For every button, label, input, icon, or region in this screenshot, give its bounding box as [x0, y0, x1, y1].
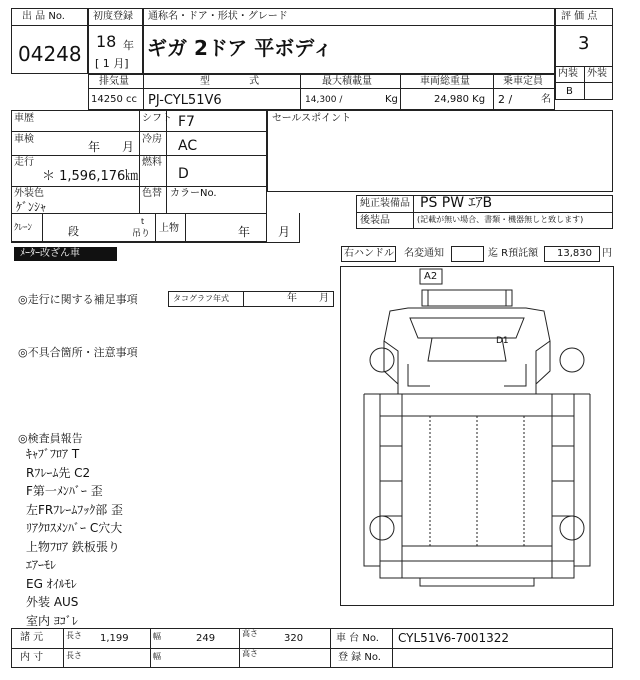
inner-label: 内 寸: [20, 652, 44, 663]
color-code-label: カラーNo.: [170, 188, 217, 199]
inspector-item: 上物ﾌﾛｱ 鉄板張り: [26, 539, 120, 554]
tacho-year: 年: [287, 293, 297, 304]
capacity-unit: 名: [541, 94, 551, 105]
inspector-item: F第一ﾒﾝﾊﾞｰ 歪: [26, 484, 103, 498]
inspector-item: EG ｵｲﾙﾓﾚ: [26, 576, 77, 591]
lot-label: 出 品 No.: [22, 11, 65, 22]
year-suffix: 年: [123, 39, 134, 52]
crane-hang: 吊り: [132, 229, 151, 239]
crane-label: ｸﾚｰﾝ: [14, 223, 33, 233]
ac-label: 冷房: [142, 134, 162, 145]
first-reg-year: 18: [96, 32, 117, 51]
reg-label: 登 録 No.: [338, 652, 381, 663]
name-change-label: 名変通知: [404, 248, 444, 259]
name-change-box: [451, 246, 484, 262]
inspection-label: 車検: [14, 134, 34, 145]
diagram-label-d1: D1: [496, 336, 509, 346]
ext-color-value: ｹﾞﾝｼｬ: [16, 200, 47, 214]
max-load-unit: Kg: [385, 94, 398, 105]
deposit-value: 13,830: [557, 248, 592, 259]
max-load-label: 最大積載量: [322, 76, 372, 87]
model-label: 型 式: [200, 76, 278, 87]
length-value: 1,199: [100, 633, 129, 644]
crane-stage: 段: [68, 225, 79, 238]
mileage-value: ＊ 1,596,176㎞: [42, 169, 139, 184]
history-label: 車歴: [14, 113, 34, 124]
inspector-item: ｴｱｰﾓﾚ: [26, 558, 57, 572]
length-label: 長さ: [66, 631, 82, 640]
gvw-label: 車両総重量: [420, 76, 470, 87]
aftermarket-note: (記載が無い場合、書類・機器無しと致します): [417, 215, 584, 224]
body-month: 月: [278, 225, 291, 239]
inspection-month: 月: [122, 140, 135, 154]
mileage-label: 走行: [14, 157, 34, 168]
ac-value: AC: [178, 138, 198, 154]
meter-tamper-text: ﾒｰﾀｰ改ざん車: [20, 248, 80, 259]
vehicle-name: ギガ 2ドア 平ボディ: [147, 36, 333, 60]
inspector-label: ◎検査員報告: [18, 432, 83, 445]
dims-label: 諸 元: [20, 632, 44, 643]
crane-ton: t: [141, 217, 145, 226]
grade-label: 評 価 点: [561, 11, 598, 22]
vehicle-name-label: 通称名・ドア・形状・グレード: [148, 11, 288, 22]
body-label: 上物: [159, 223, 179, 234]
truck-diagram: [340, 266, 614, 606]
inspection-year: 年: [88, 140, 101, 154]
body-year: 年: [238, 225, 251, 239]
exterior-label: 外装: [587, 68, 607, 79]
chassis-value: CYL51V6-7001322: [398, 631, 510, 645]
inspector-item: 室内 ﾖｺﾞﾚ: [26, 613, 78, 628]
width-label: 幅: [153, 632, 161, 641]
right-hand-label: 右ハンドル: [344, 248, 394, 259]
fuel-label: 燃料: [142, 157, 162, 168]
inspector-item: ﾘｱｸﾛｽﾒﾝﾊﾞｰ C穴大: [26, 521, 123, 535]
supplement-label: ◎走行に関する補足事項: [18, 293, 138, 306]
capacity-label: 乗車定員: [503, 76, 543, 87]
displacement-label: 排気量: [99, 76, 129, 87]
aftermarket-label: 後装品: [360, 215, 390, 226]
tacho-label: タコグラフ年式: [173, 294, 229, 303]
capacity-value: 2 /: [498, 93, 513, 106]
defects-label: ◎不具合箇所・注意事項: [18, 346, 138, 359]
interior-grade: B: [566, 86, 573, 97]
diagram-label-a2: A2: [424, 271, 438, 282]
shift-value: F7: [178, 114, 195, 130]
equipment-value: PS PW ｴｱB: [420, 195, 493, 211]
displacement-value: 14250 cc: [91, 94, 137, 105]
interior-label: 内装: [558, 68, 578, 79]
deposit-unit: 円: [602, 248, 612, 259]
color-no-label: 色替: [142, 188, 162, 199]
fuel-value: D: [178, 166, 189, 182]
lot-number: 04248: [18, 42, 82, 66]
inner-height-label: 高さ: [242, 649, 258, 658]
sales-points-label: セールスポイント: [272, 113, 352, 124]
inspector-item: 外装 AUS: [26, 595, 79, 609]
deposit-label: 迄 R預託額: [488, 248, 539, 259]
gvw-value: 24,980 Kg: [434, 94, 486, 105]
inspector-item: Rﾌﾚｰﾑ先 C2: [26, 465, 91, 480]
inspector-item: ｷｬﾌﾞﾌﾛｱ T: [26, 447, 80, 461]
chassis-label: 車 台 No.: [336, 633, 379, 644]
inspector-item: 左FRﾌﾚｰﾑﾌｯｸ部 歪: [26, 502, 124, 517]
width-value: 249: [196, 633, 216, 644]
height-label: 高さ: [242, 629, 258, 638]
inner-length-label: 長さ: [66, 651, 82, 660]
ext-color-label: 外装色: [14, 188, 44, 199]
equipment-label: 純正装備品: [360, 198, 410, 209]
shift-label: シフト: [142, 113, 172, 124]
max-load-value: 14,300 /: [305, 95, 343, 105]
inner-width-label: 幅: [153, 652, 161, 661]
height-value: 320: [284, 633, 304, 644]
first-reg-label: 初度登録: [93, 11, 133, 22]
first-reg-month: [ 1 月]: [95, 57, 129, 70]
grade-value: 3: [578, 33, 590, 54]
model-value: PJ-CYL51V6: [148, 93, 222, 108]
tacho-month: 月: [319, 293, 329, 304]
